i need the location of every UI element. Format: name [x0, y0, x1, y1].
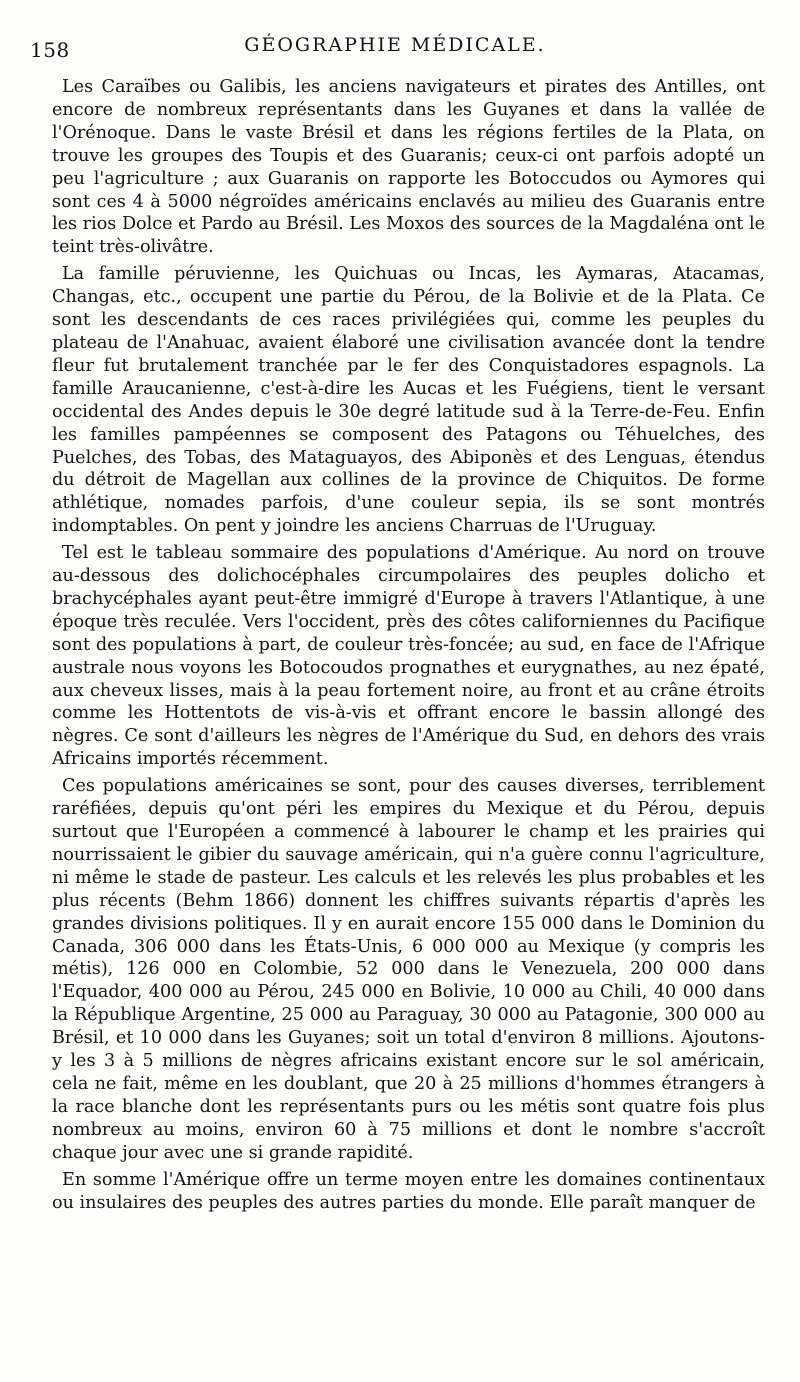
paragraph-caraibes: Les Caraïbes ou Galibis, les anciens navigateurs et pirates des Antilles, ont encore de nombreux représentants dans les Guyanes et dans la vallée de l'Orénoque. Dans le vaste Brésil et dans les régions fertiles de la Plata, on trouve les groupes des Toupis et des Guaranis; ceux-ci ont parfois adopté un peu l'agriculture ; aux Guaranis on rapporte les Botoccudos ou Aymores qui sont ces 4 à 5000 négroïdes américains enclavés au milieu des Guaranis entre les rios Dolce et Pardo au Brésil. Les Moxos des sources de la Magdaléna ont le teint très-olivâtre.	[52, 77, 765, 258]
body-text	[52, 76, 765, 1216]
paragraph-famille-peruvienne: La famille péruvienne, les Quichuas ou Incas, les Aymaras, Atacamas, Changas, etc., occupent une partie du Pérou, de la Bolivie et de la Plata. Ce sont les descendants de ces races privilégiées qui, comme les peuples du plateau de l'Anahuac, avaient élaboré une civilisation avancée dont la tendre fleur fut brutalement tranchée par le fer des Conquistadores espagnols. La famille Araucanienne, c'est-à-dire les Aucas et les Fuégiens, tient le versant occidental des Andes depuis le 30e degré latitude sud à la Terre-de-Feu. Enfin les familles pampéennes se composent des Patagons ou Téhuelches, des Puelches, des Tobas, des Mataguayos, des Abiponès et des Lenguas, étendus du détroit de Magellan aux collines de la province de Chiquitos. De forme athlétique, nomades parfois, d'une couleur sepia, ils se sont montrés indomptables. On pent y joindre les anciens Charruas de l'Uruguay.	[52, 264, 765, 537]
running-title: GÉOGRAPHIE MÉDICALE.	[244, 34, 546, 56]
paragraph-tableau-sommaire: Tel est le tableau sommaire des populations d'Amérique. Au nord on trouve au-dessous des dolichocéphales circumpolaires des peuples dolicho et brachycéphales ayant peut-être immigré d'Europe à travers l'Atlantique, à une époque très reculée. Vers l'occident, près des côtes californiennes du Pacifique sont des populations à part, de couleur très-foncée; au sud, en face de l'Afrique australe nous voyons les Botocoudos prognathes et eurygnathes, au nez épaté, aux cheveux lisses, mais à la peau fortement noire, au front et au crâne étroits comme les Hottentots de vis-à-vis et offrant encore le bassin allongé des nègres. Ce sont d'ailleurs les nègres de l'Amérique du Sud, en dehors des vrais Africains importés récemment.	[52, 543, 765, 770]
paragraph-populations-chiffres: Ces populations américaines se sont, pour des causes diverses, terriblement raréfiées, depuis qu'ont péri les empires du Mexique et du Pérou, depuis surtout que l'Européen a commencé à labourer le champ et les prairies qui nourrissaient le gibier du sauvage américain, qui n'a guère connu l'agriculture, ni même le stade de pasteur. Les calculs et les relevés les plus probables et les plus récents (Behm 1866) donnent les chiffres suivants répartis d'après les grandes divisions politiques. Il y en aurait encore 155 000 dans le Dominion du Canada, 306 000 dans les États-Unis, 6 000 000 au Mexique (y compris les métis), 126 000 en Colombie, 52 000 dans le Venezuela, 200 000 dans l'Equador, 400 000 au Pérou, 245 000 en Bolivie, 10 000 au Chili, 40 000 dans la République Argentine, 25 000 au Paraguay, 30 000 au Patagonie, 300 000 au Brésil, et 10 000 dans les Guyanes; soit un total d'environ 8 millions. Ajoutons-y les 3 à 5 millions de nègres africains existant encore sur le sol américain, cela ne fait, même en les doublant, que 20 à 25 millions d'hommes étrangers à la race blanche dont les représentants purs ou les métis sont quatre fois plus nombreux au moins, environ 60 à 75 millions et dont le nombre s'accroît chaque jour avec une si grande rapidité.	[52, 776, 765, 1163]
running-head	[30, 34, 760, 64]
page-number: 158	[30, 38, 70, 62]
paragraph-en-somme: En somme l'Amérique offre un terme moyen entre les domaines continentaux ou insulaires des peuples des autres parties du monde. Elle paraît manquer de	[52, 1169, 765, 1213]
